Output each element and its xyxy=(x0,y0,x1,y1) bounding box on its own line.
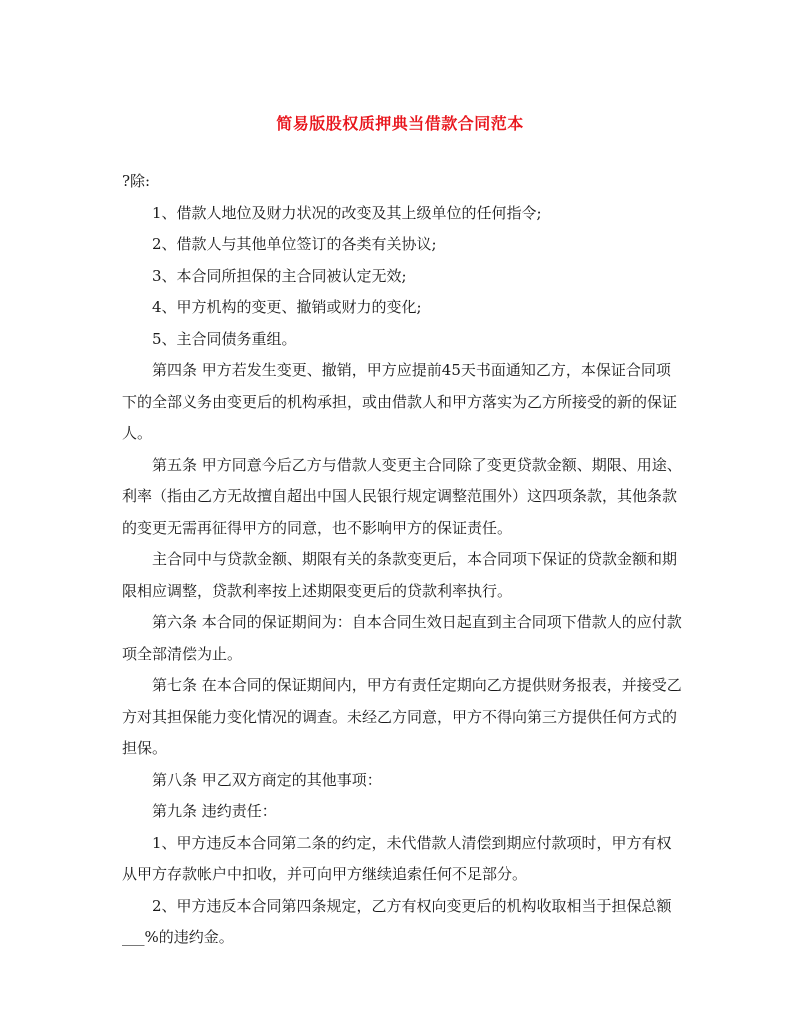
document-title: 简易版股权质押典当借款合同范本 xyxy=(276,114,524,133)
clause-article-6: 第六条 本合同的保证期间为：自本合同生效日起直到主合同项下借款人的应付款项全部清偿为止。 xyxy=(122,613,682,663)
clause-article-5: 第五条 甲方同意今后乙方与借款人变更主合同除了变更贷款金额、期限、用途、利率（指由乙方无故擅自超出中国人民银行规定调整范围外）这四项条款，其他条款的变更无需再征得甲方的同意，也不影响甲方的保证责任。 xyxy=(122,455,682,537)
list-item: 2、借款人与其他单位签订的各类有关协议; xyxy=(152,235,437,253)
clause-article-4: 第四条 甲方若发生变更、撤销，甲方应提前45天书面通知乙方，本保证合同项下的全部义务由变更后的机构承担，或由借款人和甲方落实为乙方所接受的新的保证人。 xyxy=(122,361,678,442)
list-item: 1、借款人地位及财力状况的改变及其上级单位的任何指令; xyxy=(152,203,542,222)
list-item: 3、本合同所担保的主合同被认定无效; xyxy=(152,266,407,285)
list-item: 5、主合同债务重组。 xyxy=(152,329,297,348)
clause-article-7: 第七条 在本合同的保证期间内，甲方有责任定期向乙方提供财务报表，并接受乙方对其担保能力变化情况的调查。未经乙方同意，甲方不得向第三方提供任何方式的担保。 xyxy=(122,676,682,757)
list-item: 2、甲方违反本合同第四条规定，乙方有权向变更后的机构收取相当于担保总额___%的违约金。 xyxy=(122,896,672,946)
list-item: 1、甲方违反本合同第二条的约定，未代借款人清偿到期应付款项时，甲方有权从甲方存款帐户中扣收，并可向甲方继续追索任何不足部分。 xyxy=(122,833,672,883)
clause-article-8: 第八条 甲乙双方商定的其他事项： xyxy=(152,770,382,789)
paragraph-preamble: ?除: xyxy=(122,172,151,190)
clause-main-contract-adjustment: 主合同中与贷款金额、期限有关的条款变更后，本合同项下保证的贷款金额和期限相应调整，贷款利率按上述期限变更后的贷款利率执行。 xyxy=(122,550,678,600)
clause-article-9: 第九条 违约责任： xyxy=(152,802,277,820)
list-item: 4、甲方机构的变更、撤销或财力的变化; xyxy=(152,298,422,316)
document-body xyxy=(122,166,682,954)
